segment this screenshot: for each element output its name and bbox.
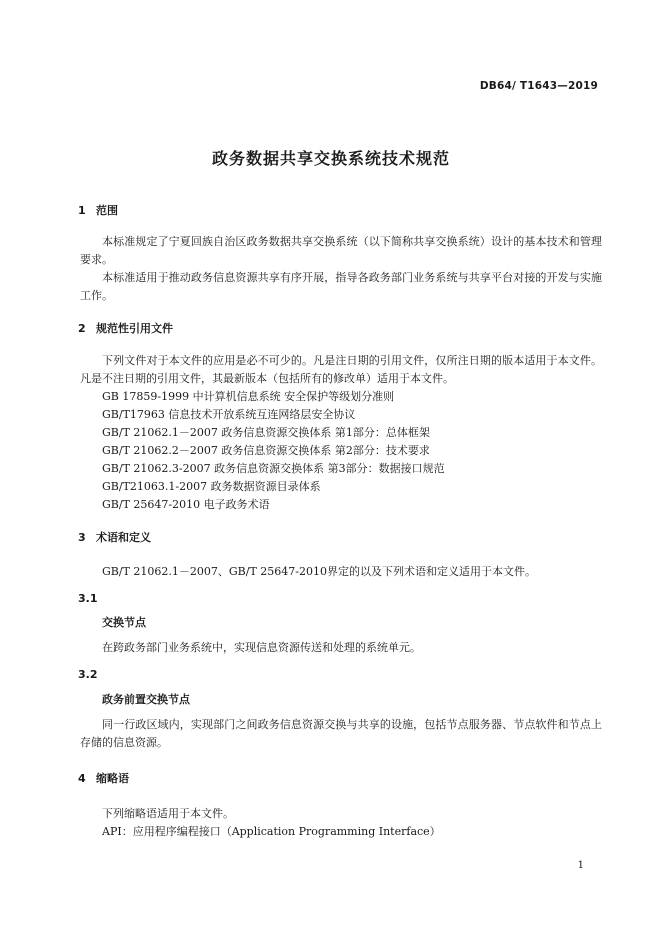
reference-item: GB/T17963 信息技术开放系统互连网络层安全协议 [102,408,356,421]
term-name: 交换节点 [102,616,146,629]
section-title: 缩略语 [96,772,129,785]
document-number: DB64/ T1643—2019 [479,80,598,92]
abbreviation-item: API：应用程序编程接口（Application Programming Interface） [102,825,441,838]
paragraph: GB/T 21062.1－2007、GB/T 25647-2010界定的以及下列术语和定义适用于本文件。 [102,565,537,578]
reference-item: GB/T 21062.2－2007 政务信息资源交换体系 第2部分：技术要求 [102,444,430,457]
term-number: 3.1 [78,592,98,605]
section-title: 术语和定义 [96,531,151,544]
section-number: 3 [78,531,86,544]
page-number: 1 [577,860,584,871]
paragraph: 下列缩略语适用于本文件。 [102,807,234,820]
paragraph: 本标准规定了宁夏回族自治区政务数据共享交换系统（以下简称共享交换系统）设计的基本技术和管理要求。 [80,235,602,266]
document-title: 政务数据共享交换系统技术规范 [211,149,450,168]
section-number: 1 [78,204,86,217]
paragraph: 本标准适用于推动政务信息资源共享有序开展，指导各政务部门业务系统与共享平台对接的开发与实施工作。 [80,271,602,302]
section-heading-scope [78,202,118,218]
reference-item: GB 17859-1999 中计算机信息系统 安全保护等级划分准则 [102,390,395,403]
reference-item: GB/T 21062.3-2007 政务信息资源交换体系 第3部分：数据接口规范 [102,462,445,475]
reference-item: GB/T 25647-2010 电子政务术语 [102,498,270,511]
reference-item: GB/T21063.1-2007 政务数据资源目录体系 [102,480,321,493]
section-heading-normative-references [78,320,173,336]
section-number: 2 [78,322,86,335]
section-heading-terms [78,529,151,545]
term-definition: 在跨政务部门业务系统中，实现信息资源传送和处理的系统单元。 [102,641,421,654]
term-definition: 同一行政区域内，实现部门之间政务信息资源交换与共享的设施，包括节点服务器、节点软件和节点上存储的信息资源。 [80,718,602,749]
section-heading-abbreviations [78,770,129,786]
section-title: 范围 [96,204,118,217]
section-number: 4 [78,772,86,785]
reference-item: GB/T 21062.1－2007 政务信息资源交换体系 第1部分：总体框架 [102,426,430,439]
section-title: 规范性引用文件 [96,322,173,335]
term-number: 3.2 [78,668,98,681]
paragraph: 下列文件对于本文件的应用是必不可少的。凡是注日期的引用文件，仅所注日期的版本适用于本文件。凡是不注日期的引用文件，其最新版本（包括所有的修改单）适用于本文件。 [80,354,602,385]
term-name: 政务前置交换节点 [102,693,190,706]
